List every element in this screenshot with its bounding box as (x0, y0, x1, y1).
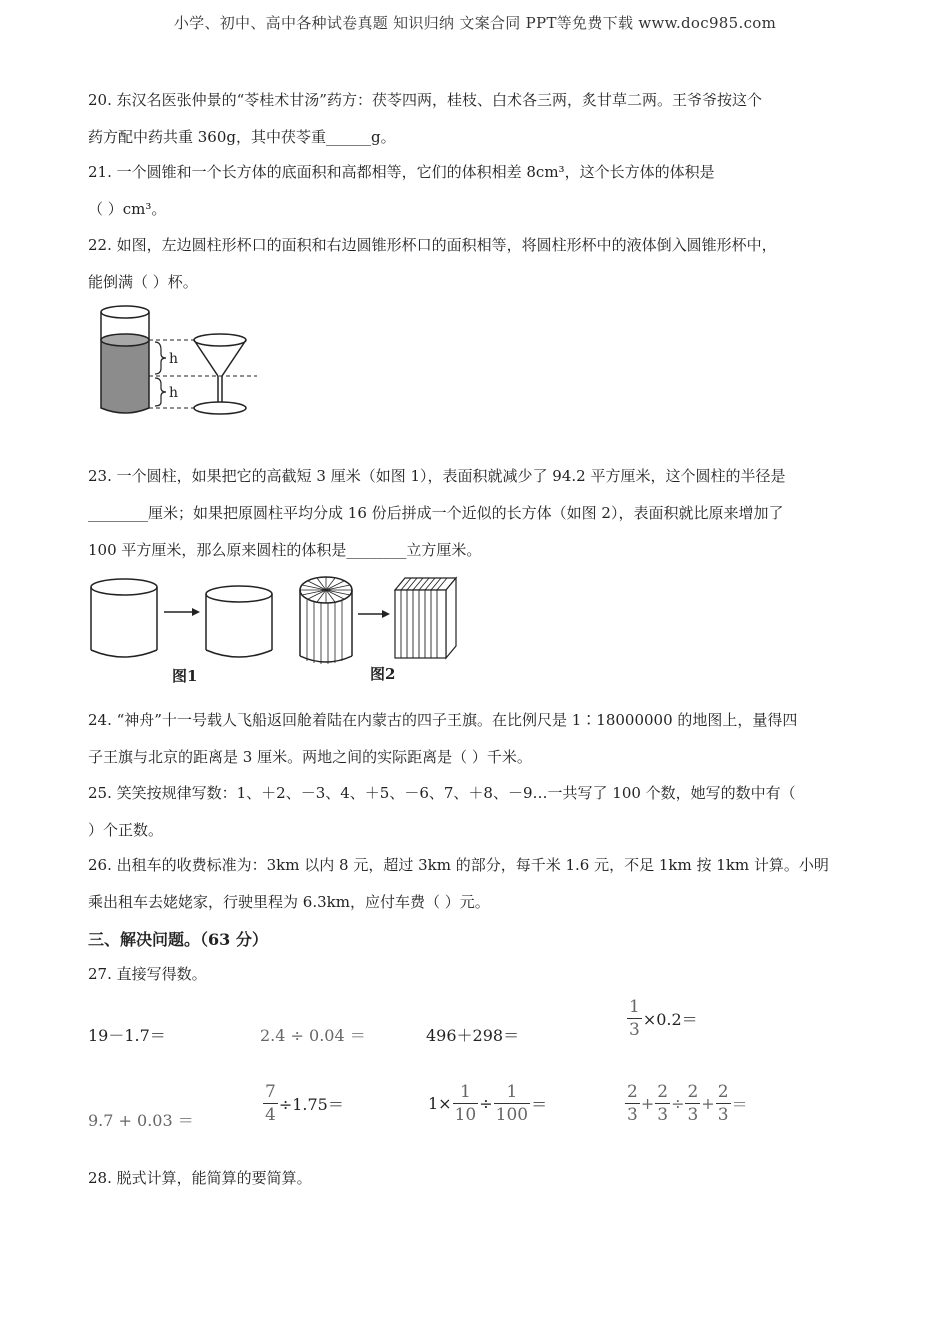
q27-r1c3: 496＋298＝ (426, 1026, 520, 1045)
fig2-label: 图2 (370, 665, 396, 683)
q23-line1: 23. 一个圆柱，如果把它的高截短 3 厘米（如图 1），表面积就减少了 94.2 平方厘米，这个圆柱的半径是 (88, 467, 786, 485)
q25-line1: 25. 笑笑按规律写数：1、＋2、－3、4、＋5、－6、7、＋8、－9…一共写了 100 个数，她写的数中有（ (88, 784, 796, 802)
q21-line1: 21. 一个圆锥和一个长方体的底面积和高都相等，它们的体积相差 8cm³，这个长方体的体积是 (88, 163, 715, 181)
fig2-sliced-cylinder (300, 577, 352, 664)
fig1-cylinder-short (206, 586, 272, 657)
fig1-label: 图1 (172, 667, 198, 685)
q27-r2c4: $\frac{2}{3}$ + $\frac{2}{3}$ ÷ $\frac{2}{3}$ + $\frac{2}{3}$ ＝ (627, 1082, 748, 1125)
q24-line1: 24. “神舟”十一号载人飞船返回舱着陆在内蒙古的四子王旗。在比例尺是 1∶18000000 的地图上，量得四 (88, 711, 798, 729)
fig2-cuboid (395, 578, 456, 658)
q27-r1c1: 19－1.7＝ (88, 1026, 166, 1045)
q22-cup-figure (95, 300, 265, 425)
fraction-one-hundredth: $\frac{1}{100}$ (495, 1082, 529, 1125)
h-label-top: h (169, 351, 179, 367)
fraction-one-third: $\frac{1}{3}$ (629, 997, 640, 1040)
fig1-cylinder-tall (91, 579, 157, 657)
q27-r2c2: $\frac{7}{4}$ ÷1.75＝ (265, 1082, 344, 1125)
cylinder-cup (101, 306, 149, 413)
fraction-two-thirds-3: $\frac{2}{3}$ (687, 1082, 699, 1125)
q20-line1: 20. 东汉名医张仲景的“苓桂术甘汤”药方：茯苓四两，桂枝、白术各三两，炙甘草二两。王爷爷按这个 (88, 91, 762, 109)
fraction-two-thirds-4: $\frac{2}{3}$ (717, 1082, 729, 1125)
q27-r1c4: $\frac{1}{3}$ ×0.2＝ (629, 997, 698, 1040)
q25-line2: ）个正数。 (88, 821, 164, 839)
q27-title: 27. 直接写得数。 (88, 965, 207, 983)
q27-r1c2: 2.4 ÷ 0.04 ＝ (260, 1026, 366, 1045)
q26-line1: 26. 出租车的收费标准为：3km 以内 8 元，超过 3km 的部分，每千米 1.6 元，不足 1km 按 1km 计算。小明 (88, 856, 829, 874)
q27-r2c1: 9.7 + 0.03 ＝ (88, 1111, 194, 1130)
fraction-one-tenth: $\frac{1}{10}$ (454, 1082, 477, 1125)
fraction-two-thirds-2: $\frac{2}{3}$ (657, 1082, 669, 1125)
q23-figures (88, 572, 468, 690)
q24-line2: 子王旗与北京的距离是 3 厘米。两地之间的实际距离是（ ）千米。 (88, 748, 532, 766)
h-label-bottom: h (169, 385, 179, 401)
q26-line2: 乘出租车去姥姥家，行驶里程为 6.3km，应付车费（ ）元。 (88, 893, 490, 911)
page-header: 小学、初中、高中各种试卷真题 知识归纳 文案合同 PPT等免费下载 www.doc985.com (173, 14, 777, 32)
q22-line1: 22. 如图，左边圆柱形杯口的面积和右边圆锥形杯口的面积相等，将圆柱形杯中的液体倒入圆锥形杯中， (88, 236, 777, 254)
fig2-arrow (358, 610, 390, 618)
q27-r2c3: 1× $\frac{1}{10}$ ÷ $\frac{1}{100}$ ＝ (428, 1082, 548, 1125)
q22-line2: 能倒满（ ）杯。 (88, 273, 198, 291)
q23-line3: 100 平方厘米，那么原来圆柱的体积是________立方厘米。 (88, 541, 482, 559)
fraction-seven-fourths: $\frac{7}{4}$ (265, 1082, 276, 1125)
q20-line2: 药方配中药共重 360g，其中茯苓重______g。 (88, 128, 396, 146)
section-3-heading: 三、解决问题。（63 分） (88, 930, 268, 949)
fig1-arrow (164, 608, 200, 616)
cone-glass (194, 334, 246, 414)
q28-title: 28. 脱式计算，能简算的要简算。 (88, 1169, 312, 1187)
fraction-two-thirds-1: $\frac{2}{3}$ (627, 1082, 638, 1125)
q21-line2: （ ）cm³。 (88, 200, 167, 218)
q23-line2: ________厘米；如果把原圆柱平均分成 16 份后拼成一个近似的长方体（如图 2），表面积就比原来增加了 (88, 504, 784, 522)
